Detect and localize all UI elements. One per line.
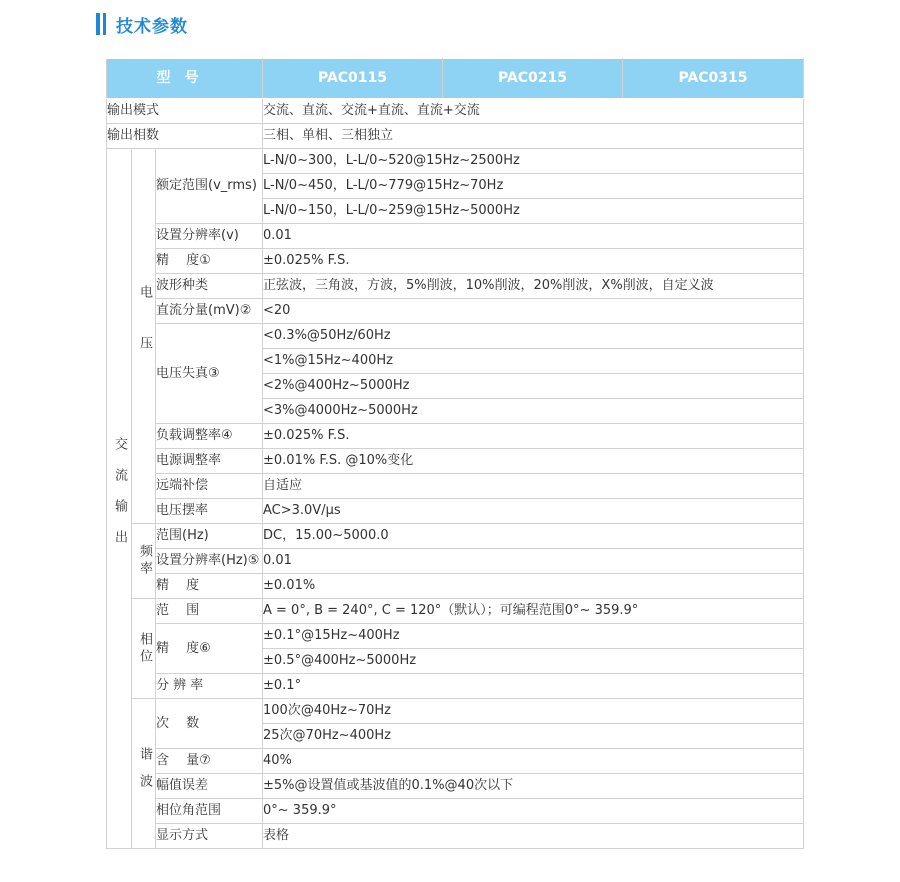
title-bar-mark-icon (96, 13, 106, 35)
vertical-text: 交流输出 (112, 436, 127, 561)
row-label: 范 围 (156, 599, 263, 624)
row-value: A = 0°, B = 240°, C = 120°（默认）；可编程范围0°~ 359.9° (263, 599, 804, 624)
vertical-text: 频率 (137, 544, 152, 578)
table-row (107, 599, 804, 624)
vertical-text: 谐波 (137, 746, 152, 801)
table-header-row (107, 59, 804, 99)
row-label: 额定范围(v_rms) (156, 149, 263, 224)
row-value: 100次@40Hz~70Hz (263, 699, 804, 724)
row-value: <0.3%@50Hz/60Hz (263, 324, 804, 349)
vertical-text: 电压 (137, 285, 152, 387)
row-value: 自适应 (263, 474, 804, 499)
section-header (96, 12, 188, 36)
row-value: 25次@70Hz~400Hz (263, 724, 804, 749)
table-row (107, 124, 804, 149)
row-label: 电压失真③ (156, 324, 263, 424)
table-row (107, 324, 804, 349)
row-label: 精 度 (156, 574, 263, 599)
row-label: 设置分辨率(v) (156, 224, 263, 249)
row-value: L-N/0~300，L-L/0~520@15Hz~2500Hz (263, 149, 804, 174)
table-row (107, 674, 804, 699)
table-row (107, 774, 804, 799)
table-row (107, 699, 804, 724)
row-label: 次 数 (156, 699, 263, 749)
ac-output-group-label (107, 149, 132, 849)
row-value: 表格 (263, 824, 804, 849)
row-label: 波形种类 (156, 274, 263, 299)
row-value: ±5%@设置值或基波值的0.1%@40次以下 (263, 774, 804, 799)
table-row (107, 624, 804, 649)
row-label: 电压摆率 (156, 499, 263, 524)
row-value: <1%@15Hz~400Hz (263, 349, 804, 374)
row-label: 幅值误差 (156, 774, 263, 799)
row-value: DC，15.00~5000.0 (263, 524, 804, 549)
row-label: 直流分量(mV)② (156, 299, 263, 324)
row-value: 0.01 (263, 224, 804, 249)
row-label: 分 辨 率 (156, 674, 263, 699)
model-pac0115-header: PAC0115 (263, 59, 443, 99)
row-label: 远端补偿 (156, 474, 263, 499)
table-row (107, 549, 804, 574)
frequency-group-label (132, 524, 156, 599)
row-value: 40% (263, 749, 804, 774)
row-value: ±0.025% F.S. (263, 249, 804, 274)
table-row (107, 424, 804, 449)
row-label: 输出相数 (107, 124, 263, 149)
row-label: 含 量⑦ (156, 749, 263, 774)
row-value: 0.01 (263, 549, 804, 574)
row-label: 设置分辨率(Hz)⑤ (156, 549, 263, 574)
table-row (107, 224, 804, 249)
row-label: 范围(Hz) (156, 524, 263, 549)
table-row (107, 824, 804, 849)
row-value: 正弦波，三角波，方波，5%削波，10%削波，20%削波，X%削波，自定义波 (263, 274, 804, 299)
row-value: ±0.1°@15Hz~400Hz (263, 624, 804, 649)
model-pac0215-header: PAC0215 (443, 59, 623, 99)
row-label: 显示方式 (156, 824, 263, 849)
table-row (107, 799, 804, 824)
row-label: 输出模式 (107, 99, 263, 124)
table-row (107, 149, 804, 174)
row-value: <3%@4000Hz~5000Hz (263, 399, 804, 424)
row-value: <2%@400Hz~5000Hz (263, 374, 804, 399)
row-label: 精 度⑥ (156, 624, 263, 674)
row-value: 交流、直流、交流+直流、直流+交流 (263, 99, 804, 124)
row-label: 负载调整率④ (156, 424, 263, 449)
row-value: ±0.5°@400Hz~5000Hz (263, 649, 804, 674)
row-value: L-N/0~150，L-L/0~259@15Hz~5000Hz (263, 199, 804, 224)
vertical-text: 相位 (137, 631, 152, 666)
row-value: ±0.01% F.S. @10%变化 (263, 449, 804, 474)
table-row (107, 299, 804, 324)
table-row (107, 249, 804, 274)
row-label: 电源调整率 (156, 449, 263, 474)
table-row (107, 524, 804, 549)
row-label: 精 度① (156, 249, 263, 274)
row-value: ±0.1° (263, 674, 804, 699)
row-value: L-N/0~450，L-L/0~779@15Hz~70Hz (263, 174, 804, 199)
model-header: 型号 (107, 59, 263, 99)
row-value: ±0.025% F.S. (263, 424, 804, 449)
table-row (107, 499, 804, 524)
table-row (107, 474, 804, 499)
spec-table (106, 58, 804, 849)
row-value: ±0.01% (263, 574, 804, 599)
harmonic-group-label (132, 699, 156, 849)
phase-group-label (132, 599, 156, 699)
voltage-group-label (132, 149, 156, 524)
table-row (107, 449, 804, 474)
model-pac0315-header: PAC0315 (623, 59, 804, 99)
row-label: 相位角范围 (156, 799, 263, 824)
table-row (107, 99, 804, 124)
row-value: AC>3.0V/μs (263, 499, 804, 524)
section-title: 技术参数 (116, 16, 188, 37)
table-row (107, 574, 804, 599)
table-row (107, 274, 804, 299)
row-value: 三相、单相、三相独立 (263, 124, 804, 149)
row-value: <20 (263, 299, 804, 324)
table-row (107, 749, 804, 774)
row-value: 0°~ 359.9° (263, 799, 804, 824)
